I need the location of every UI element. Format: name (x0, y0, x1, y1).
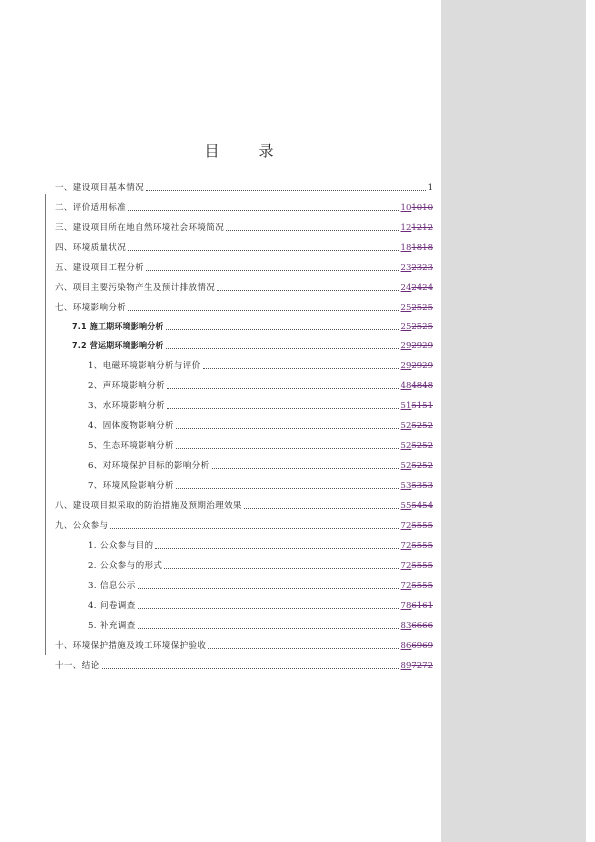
toc-entry[interactable] (88, 438, 433, 452)
toc-entry-label: 5、生态环境影响分析 (88, 441, 174, 451)
toc-entry[interactable] (55, 638, 433, 652)
inserted-page-number: 86 (400, 641, 412, 651)
toc-page-number (428, 182, 433, 194)
deleted-page-number: 1212 (411, 223, 433, 233)
dot-leader (128, 309, 398, 311)
toc-entry[interactable] (88, 558, 433, 572)
toc-page-number (401, 340, 433, 352)
toc-entry-label: 五、建设项目工程分析 (55, 263, 145, 273)
inserted-page-number: 29 (400, 341, 412, 351)
dot-leader (102, 667, 399, 669)
deleted-page-number: 6161 (411, 601, 433, 611)
inserted-page-number: 25 (400, 322, 412, 332)
deleted-page-number: 5353 (411, 481, 433, 491)
deleted-page-number: 2424 (411, 283, 433, 293)
deleted-page-number: 6666 (411, 621, 433, 631)
toc-entry[interactable] (88, 578, 433, 592)
toc-entry-label: 1、电磁环境影响分析与评价 (88, 361, 201, 371)
dot-leader (166, 347, 399, 349)
inserted-page-number: 52 (400, 421, 412, 431)
toc-entry[interactable] (55, 280, 433, 294)
inserted-page-number: 10 (400, 203, 412, 213)
toc-page-number (401, 242, 433, 254)
toc-entry[interactable] (88, 418, 433, 432)
deleted-page-number: 5252 (411, 421, 433, 431)
inserted-page-number: 24 (400, 283, 412, 293)
inserted-page-number: 53 (400, 481, 412, 491)
inserted-page-number: 72 (400, 561, 412, 571)
toc-page-number (401, 540, 433, 552)
toc-entry-label: 八、建设项目拟采取的防治措施及预期治理效果 (55, 501, 242, 511)
toc-page-number (401, 400, 433, 412)
toc-entry[interactable] (88, 618, 433, 632)
inserted-page-number: 29 (400, 361, 412, 371)
deleted-page-number: 6969 (411, 641, 433, 651)
toc-title: 目 录 (204, 142, 286, 160)
toc-entry[interactable] (55, 518, 433, 532)
toc-entry-label: 2. 公众参与的形式 (88, 561, 163, 571)
toc-entry-label: 6、对环境保护目标的影响分析 (88, 461, 210, 471)
dot-leader (176, 487, 399, 489)
toc-page-number (401, 600, 433, 612)
toc-entry[interactable] (55, 498, 433, 512)
inserted-page-number: 78 (400, 601, 412, 611)
deleted-page-number: 5151 (411, 401, 433, 411)
inserted-page-number: 52 (400, 461, 412, 471)
deleted-page-number: 5555 (411, 561, 433, 571)
deleted-page-number: 5555 (411, 521, 433, 531)
deleted-page-number: 4848 (411, 381, 433, 391)
toc-entry-label: 十一、结论 (55, 661, 100, 671)
toc-entry[interactable] (88, 378, 433, 392)
dot-leader (167, 387, 399, 389)
deleted-page-number: 2323 (411, 263, 433, 273)
dot-leader (146, 189, 426, 191)
dot-leader (128, 249, 398, 251)
toc-entry[interactable] (72, 338, 433, 352)
dot-leader (128, 209, 398, 211)
dot-leader (176, 447, 399, 449)
dot-leader (138, 607, 399, 609)
toc-page-number (401, 420, 433, 432)
dot-leader (164, 567, 398, 569)
dot-leader (226, 229, 398, 231)
dot-leader (138, 627, 399, 629)
toc-entry-label: 1. 公众参与目的 (88, 541, 154, 551)
dot-leader (176, 427, 399, 429)
toc-page-number (401, 222, 433, 234)
inserted-page-number: 83 (400, 621, 412, 631)
toc-entry-label: 四、环境质量状况 (55, 243, 127, 253)
toc-page-number (401, 640, 433, 652)
inserted-page-number: 55 (400, 501, 412, 511)
dot-leader (244, 507, 399, 509)
toc-page-number (401, 282, 433, 294)
toc-entry-label: 3、水环境影响分析 (88, 401, 166, 411)
deleted-page-number: 2929 (411, 341, 433, 351)
deleted-page-number: 5454 (411, 501, 433, 511)
toc-page-number (401, 262, 433, 274)
deleted-page-number: 1818 (411, 243, 433, 253)
toc-entry-label: 九、公众参与 (55, 521, 109, 531)
inserted-page-number: 25 (400, 303, 412, 313)
inserted-page-number: 51 (400, 401, 412, 411)
inserted-page-number: 72 (400, 521, 412, 531)
toc-entry[interactable] (55, 300, 433, 314)
toc-page-number (401, 321, 433, 333)
toc-page-number (401, 440, 433, 452)
toc-entry-label: 5. 补充调查 (88, 621, 136, 631)
dot-leader (217, 289, 398, 291)
dot-leader (110, 527, 398, 529)
toc-entry-label: 十、环境保护措施及竣工环境保护验收 (55, 641, 207, 651)
toc-entry-label: 7.1 施工期环境影响分析 (72, 322, 164, 331)
toc-page-number (401, 560, 433, 572)
toc-entry-label: 2、声环境影响分析 (88, 381, 166, 391)
toc-entry-label: 一、建设项目基本情况 (55, 183, 145, 193)
toc-entry[interactable] (55, 240, 433, 254)
toc-entry-label: 二、评价适用标准 (55, 203, 127, 213)
toc-entry-label: 7、环境风险影响分析 (88, 481, 174, 491)
toc-entry-label: 3. 信息公示 (88, 581, 136, 591)
toc-page-number (401, 580, 433, 592)
dot-leader (208, 647, 398, 649)
toc-page-number (401, 360, 433, 372)
dot-leader (203, 367, 399, 369)
dot-leader (138, 587, 399, 589)
toc-entry[interactable] (88, 398, 433, 412)
toc-entry-label: 六、项目主要污染物产生及预计排放情况 (55, 283, 216, 293)
toc-page-number (401, 380, 433, 392)
toc-entry[interactable] (55, 260, 433, 274)
deleted-page-number: 5555 (411, 541, 433, 551)
toc-entry-label: 4. 问卷调查 (88, 601, 136, 611)
toc-entry[interactable] (55, 180, 433, 194)
toc-entry[interactable] (88, 598, 433, 612)
deleted-page-number: 7272 (411, 661, 433, 671)
inserted-page-number: 23 (400, 263, 412, 273)
inserted-page-number: 18 (400, 243, 412, 253)
deleted-page-number: 5252 (411, 441, 433, 451)
dot-leader (167, 407, 399, 409)
inserted-page-number: 72 (400, 581, 412, 591)
deleted-page-number: 5555 (411, 581, 433, 591)
inserted-page-number: 72 (400, 541, 412, 551)
dot-leader (146, 269, 399, 271)
toc-entry-label: 4、固体废物影响分析 (88, 421, 174, 431)
toc-page-number (401, 480, 433, 492)
toc-page-number (401, 520, 433, 532)
deleted-page-number: 2525 (411, 303, 433, 313)
deleted-page-number: 5252 (411, 461, 433, 471)
toc-entry[interactable] (55, 220, 433, 234)
deleted-page-number: 2929 (411, 361, 433, 371)
toc-entry[interactable] (55, 658, 433, 672)
inserted-page-number: 52 (400, 441, 412, 451)
toc-entry[interactable] (72, 319, 433, 333)
inserted-page-number: 48 (400, 381, 412, 391)
dot-leader (212, 467, 399, 469)
toc-entry-label: 7.2 营运期环境影响分析 (72, 341, 164, 350)
comment-margin-pane (441, 0, 586, 842)
toc-entry[interactable] (88, 538, 433, 552)
revision-change-bar (45, 194, 46, 655)
toc-entry[interactable] (55, 200, 433, 214)
dot-leader (155, 547, 398, 549)
toc-page-number (401, 202, 433, 214)
toc-entry[interactable] (88, 458, 433, 472)
toc-page-number (401, 620, 433, 632)
toc-page-number (401, 660, 433, 672)
page-number: 1 (427, 183, 433, 193)
toc-entry[interactable] (88, 478, 433, 492)
deleted-page-number: 1010 (411, 203, 433, 213)
inserted-page-number: 89 (400, 661, 412, 671)
toc-entry-label: 七、环境影响分析 (55, 303, 127, 313)
dot-leader (166, 328, 399, 330)
toc-page-number (401, 302, 433, 314)
toc-entry-label: 三、建设项目所在地自然环境社会环境简况 (55, 223, 225, 233)
inserted-page-number: 12 (400, 223, 412, 233)
toc-entry[interactable] (88, 358, 433, 372)
toc-page-number (401, 500, 433, 512)
deleted-page-number: 2525 (411, 322, 433, 332)
toc-page-number (401, 460, 433, 472)
